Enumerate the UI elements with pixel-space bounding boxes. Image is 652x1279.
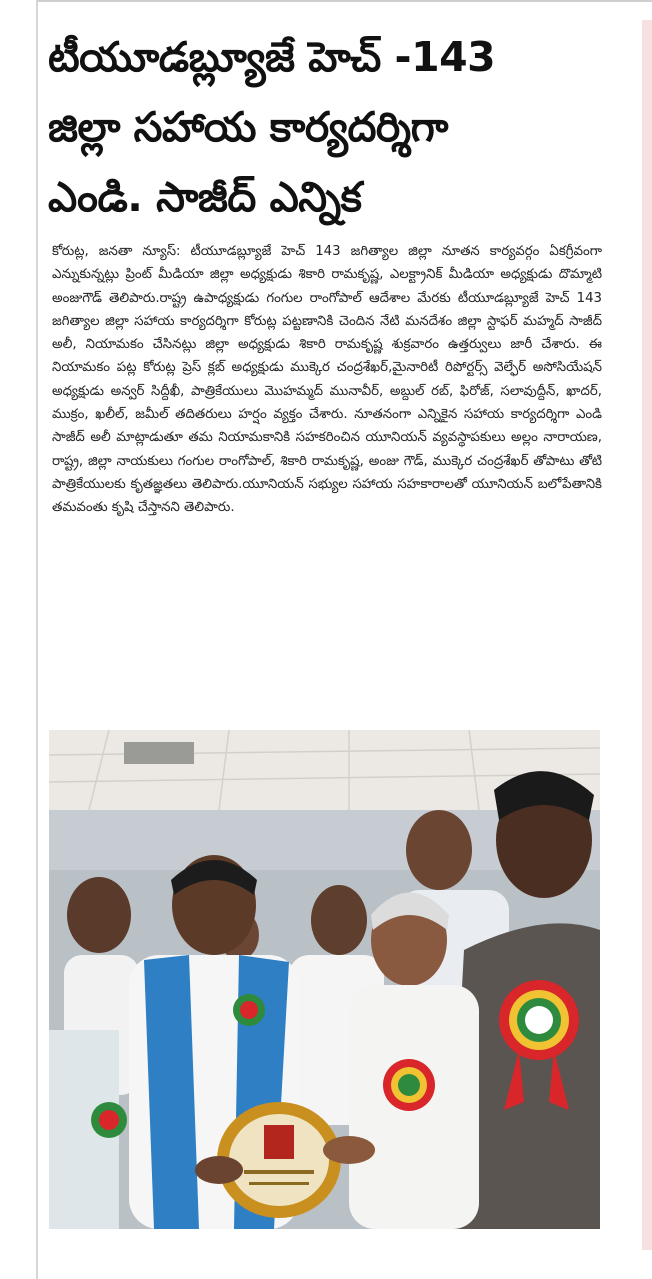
- page-margin-strip: [642, 20, 652, 1250]
- headline-line-3: ఎండి. సాజీద్ ఎన్నిక: [48, 173, 362, 221]
- top-border: [36, 0, 652, 2]
- headline-line-2: జిల్లా సహాయ కార్యదర్శిగా: [48, 103, 448, 151]
- photo-ceiling-vent: [124, 742, 194, 764]
- news-photo: [49, 730, 600, 1229]
- left-border: [36, 0, 38, 1279]
- headline-line-1: టీయూడబ్ల్యూజే హెచ్ -143: [48, 33, 496, 81]
- headline: [48, 22, 638, 232]
- article-body: కోరుట్ల, జనతా న్యూస్: టీయూడబ్ల్యూజే హెచ్ 143 జగిత్యాల జిల్లా నూతన కార్యవర్గం ఏకగ్రీవంగా ఎన్నుకున్నట్లు ప్రింట్ మీడియా జిల్లా అధ్యక్షుడు శికారి రామకృష్ణ, ఎలక్ట్రానిక్ మీడియా అధ్యక్షుడు దొమ్మాటి అంజుగౌడ్ తెలిపారు.రాష్ట్ర ఉపాధ్యక్షుడు గంగుల రాంగోపాల్ ఆదేశాల మేరకు టీయూడబ్ల్యూజే హెచ్ 143 జగిత్యాల జిల్లా సహాయ కార్యదర్శిగా కోరుట్ల పట్టణానికి చెందిన నేటి మనదేశం జిల్లా స్టాఫర్ మహ్మద్ సాజీద్ అలీ, నియామకం చేసినట్లు జిల్లా అధ్యక్షుడు శికారి రామకృష్ణ శుక్రవారం ఉత్తర్వులు జారీ చేశారు. ఈ నియామకం పట్ల కోరుట్ల ప్రెస్ క్లబ్ అధ్యక్షుడు ముక్కెర చంద్రశేఖర్,మైనారిటీ రిపోర్టర్స్ వెల్ఫేర్ అసోసియేషన్ అధ్యక్షుడు అన్వర్ సిద్దీఖీ, పాత్రికేయులు మొహమ్మద్ మునావీర్, అబ్దుల్ రబ్, ఫిరోజ్, సలావుద్దీన్, ఖాదర్, ముక్రం, ఖలీల్, జమీల్ తదితరులు హర్షం వ్యక్తం చేశారు. నూతనంగా ఎన్నికైన సహాయ కార్యదర్శిగా ఎండి సాజీద్ అలీ మాట్లాడుతూ తమ నియామకానికి సహకరించిన యూనియన్ వ్యవస్థాపకులు అల్లం నారాయణ, రాష్ట్ర, జిల్లా నాయకులు గంగుల రాంగోపాల్, శికారి రామకృష్ణ, అంజు గౌడ్, ముక్కెర చంద్రశేఖర్ తోపాటు తోటి పాత్రికేయులకు కృతజ్ఞతలు తెలిపారు.యూనియన్ సభ్యుల సహాయ సహకారాలతో యూనియన్ బలోపేతానికి తమవంతు కృషి చేస్తానని తెలిపారు.: [52, 244, 602, 516]
